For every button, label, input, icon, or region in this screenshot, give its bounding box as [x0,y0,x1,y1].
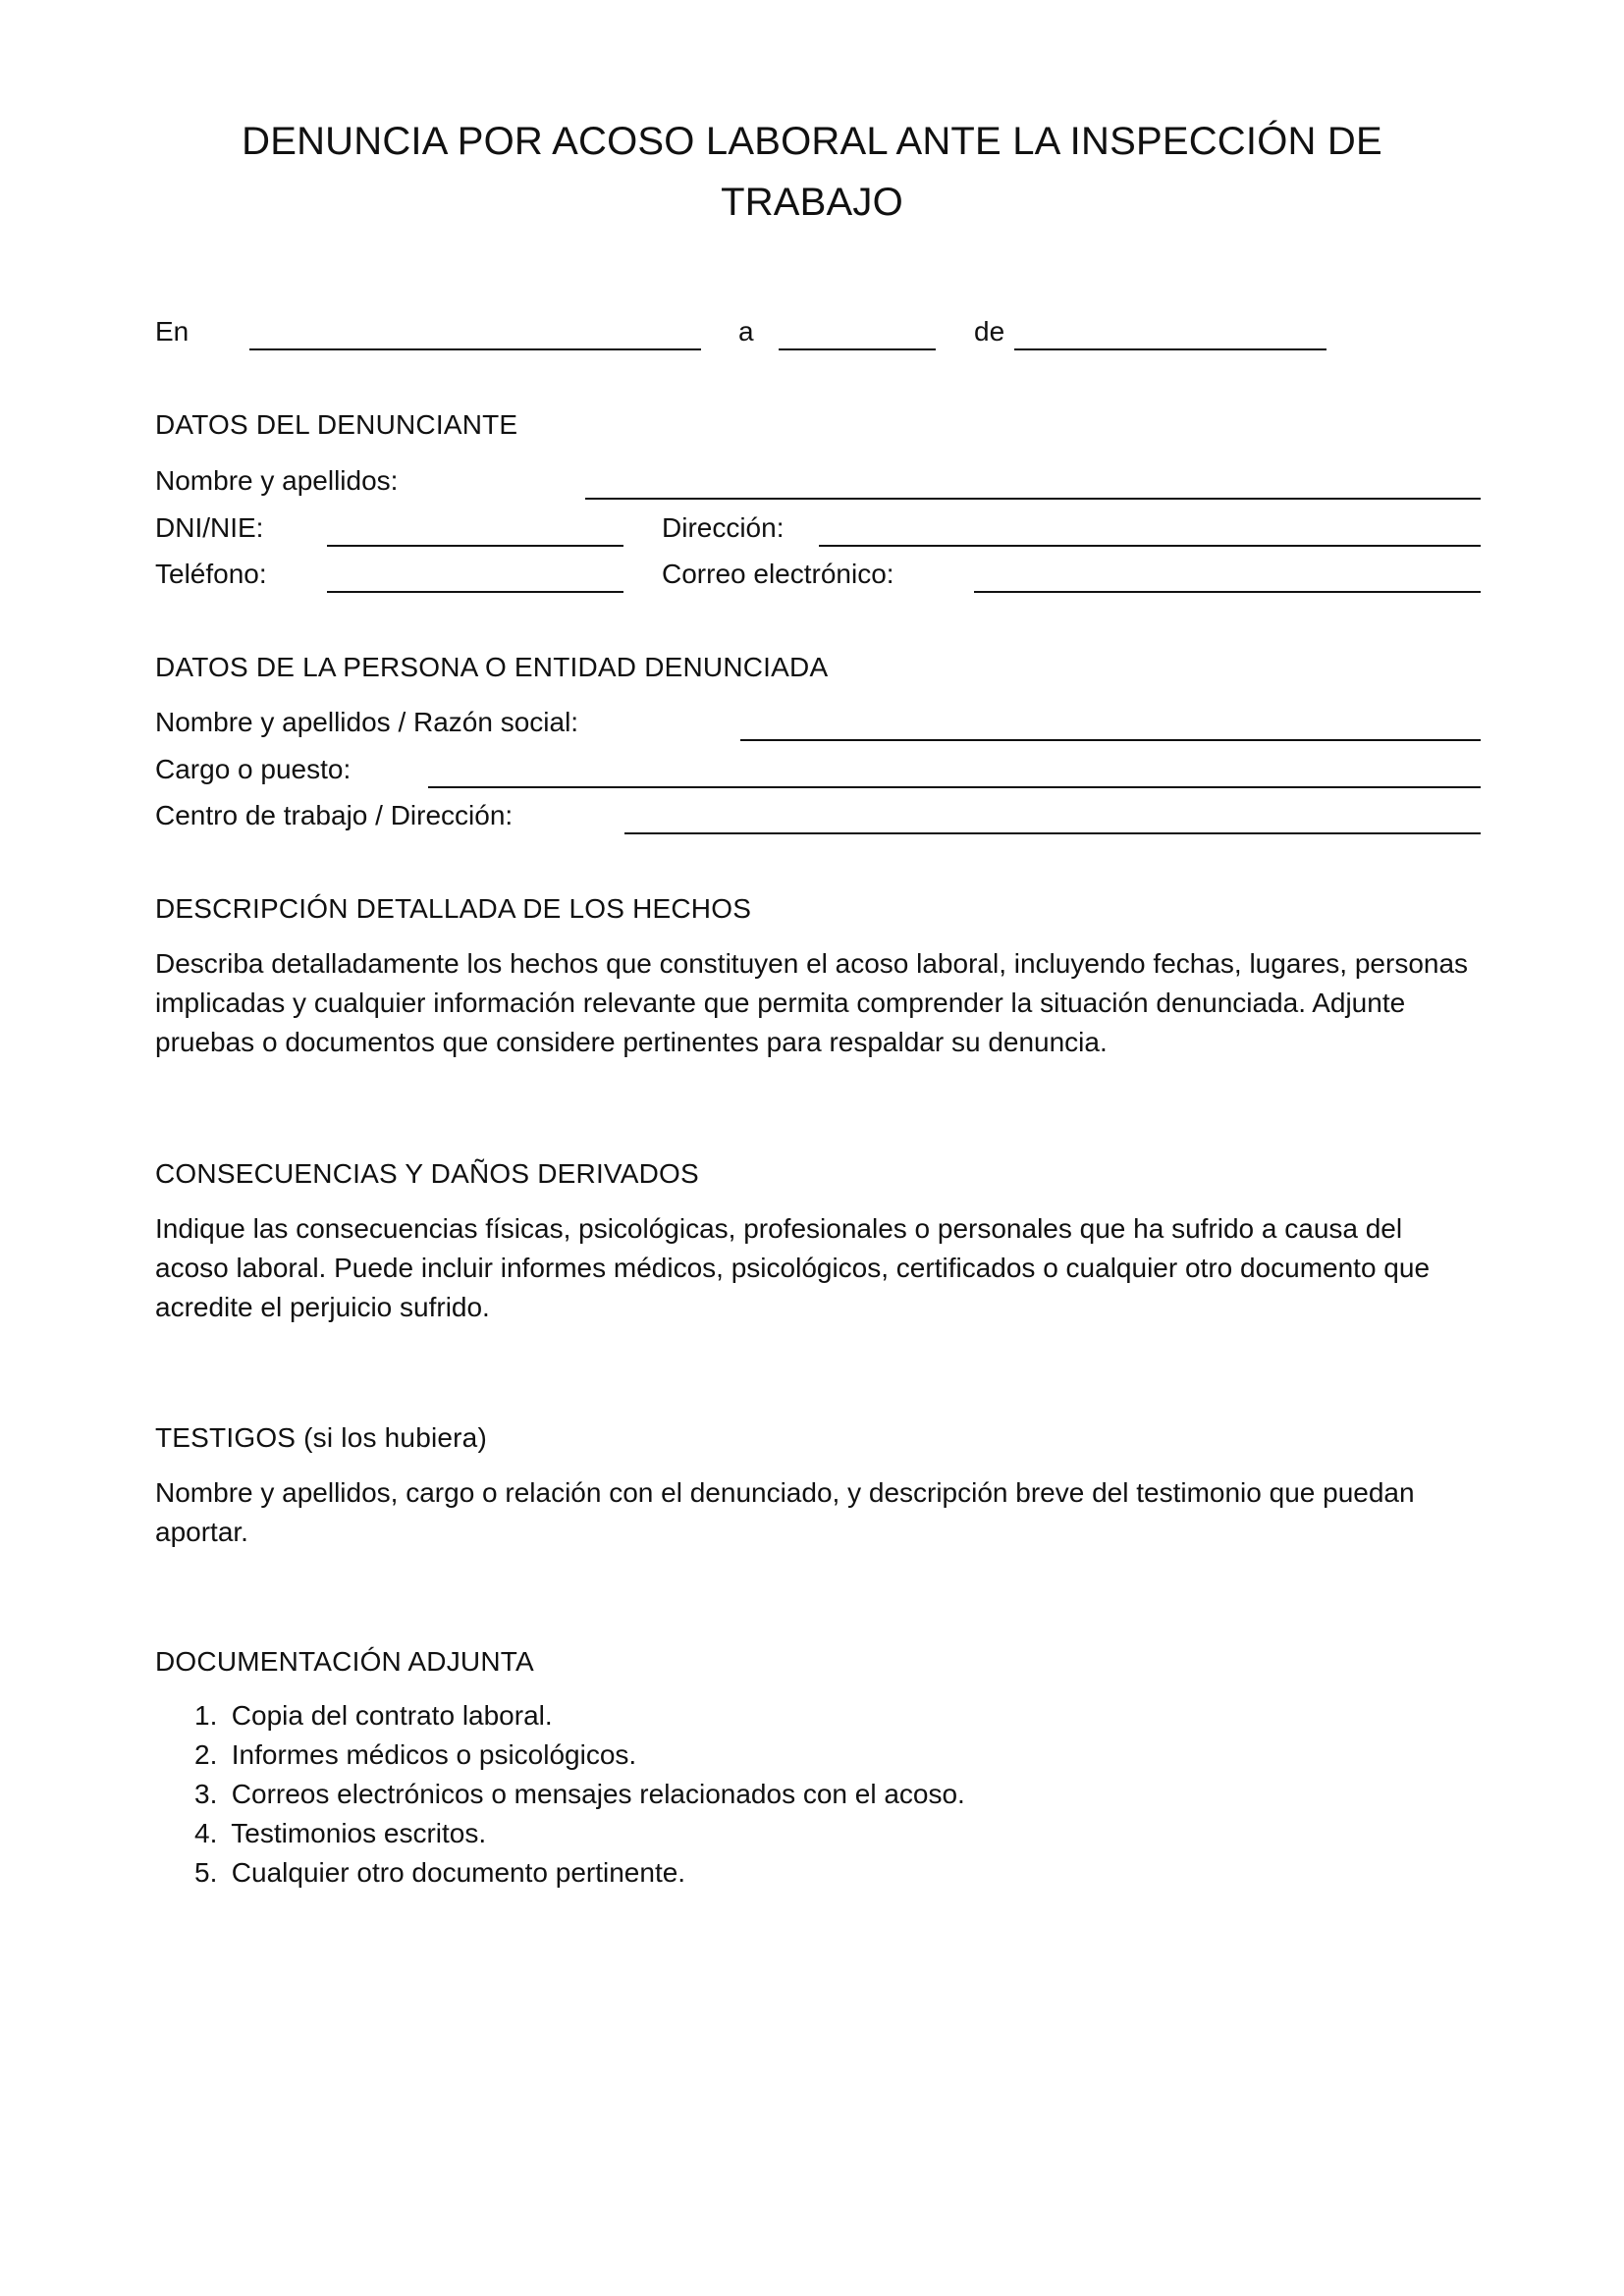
list-item: 5. Cualquier otro documento pertinente. [194,1857,686,1888]
list-item: 2. Informes médicos o psicológicos. [194,1739,637,1770]
month-label: de [974,316,1005,347]
denunciante-nombre-label: Nombre y apellidos: [155,465,399,496]
consecuencias-line-1: Indique las consecuencias físicas, psicológicas, profesionales o personales que ha sufrido a causa del [155,1213,1403,1244]
denunciado-cargo-label: Cargo o puesto: [155,754,352,784]
hechos-line-2: implicadas y cualquier información relevante que permita comprender la situación denunciada. Adjunte [155,988,1406,1018]
denunciado-centro-field[interactable] [624,832,1481,834]
denunciante-heading: DATOS DEL DENUNCIANTE [155,409,518,440]
testigos-description [155,1473,1490,1552]
hechos-line-1: Describa detalladamente los hechos que constituyen el acoso laboral, incluyendo fechas, lugares, personas [155,948,1469,979]
denunciante-direccion-field[interactable] [819,545,1481,547]
hechos-description [155,944,1490,1062]
list-item: 3. Correos electrónicos o mensajes relacionados con el acoso. [194,1779,965,1809]
consecuencias-description [155,1209,1490,1327]
list-item: 4. Testimonios escritos. [194,1818,487,1848]
denunciante-correo-label: Correo electrónico: [662,559,894,589]
denunciado-nombre-field[interactable] [740,739,1481,741]
document-title [147,111,1477,233]
place-label: En [155,316,189,347]
consecuencias-heading: CONSECUENCIAS Y DAÑOS DERIVADOS [155,1158,699,1189]
day-field[interactable] [779,348,936,350]
denunciante-nombre-field[interactable] [585,498,1481,500]
hechos-line-3: pruebas o documentos que considere pertinentes para respaldar su denuncia. [155,1027,1108,1057]
denunciado-nombre-label: Nombre y apellidos / Razón social: [155,707,579,737]
denunciante-telefono-field[interactable] [327,591,623,593]
denunciado-centro-label: Centro de trabajo / Dirección: [155,800,514,830]
testigos-line-2: aportar. [155,1517,248,1547]
list-item: 1. Copia del contrato laboral. [194,1700,553,1731]
denunciado-cargo-field[interactable] [428,786,1481,788]
testigos-heading: TESTIGOS (si los hubiera) [155,1422,487,1453]
denunciante-direccion-label: Dirección: [662,512,785,543]
hechos-heading: DESCRIPCIÓN DETALLADA DE LOS HECHOS [155,893,752,924]
day-label: a [738,316,754,347]
denunciante-correo-field[interactable] [974,591,1481,593]
denunciado-heading: DATOS DE LA PERSONA O ENTIDAD DENUNCIADA [155,652,829,682]
denunciante-dni-field[interactable] [327,545,623,547]
place-field[interactable] [249,348,701,350]
denunciante-telefono-label: Teléfono: [155,559,267,589]
title-line-1: DENUNCIA POR ACOSO LABORAL ANTE LA INSPECCIÓN DE [242,120,1382,163]
consecuencias-line-3: acredite el perjuicio sufrido. [155,1292,490,1322]
documentacion-list [194,1696,965,1893]
title-line-2: TRABAJO [721,181,903,224]
consecuencias-line-2: acoso laboral. Puede incluir informes médicos, psicológicos, certificados o cualquier otro documento que [155,1253,1431,1283]
documentacion-heading: DOCUMENTACIÓN ADJUNTA [155,1646,534,1677]
denunciante-dni-label: DNI/NIE: [155,512,264,543]
testigos-line-1: Nombre y apellidos, cargo o relación con el denunciado, y descripción breve del testimonio que puedan [155,1477,1415,1508]
month-year-field[interactable] [1014,348,1326,350]
